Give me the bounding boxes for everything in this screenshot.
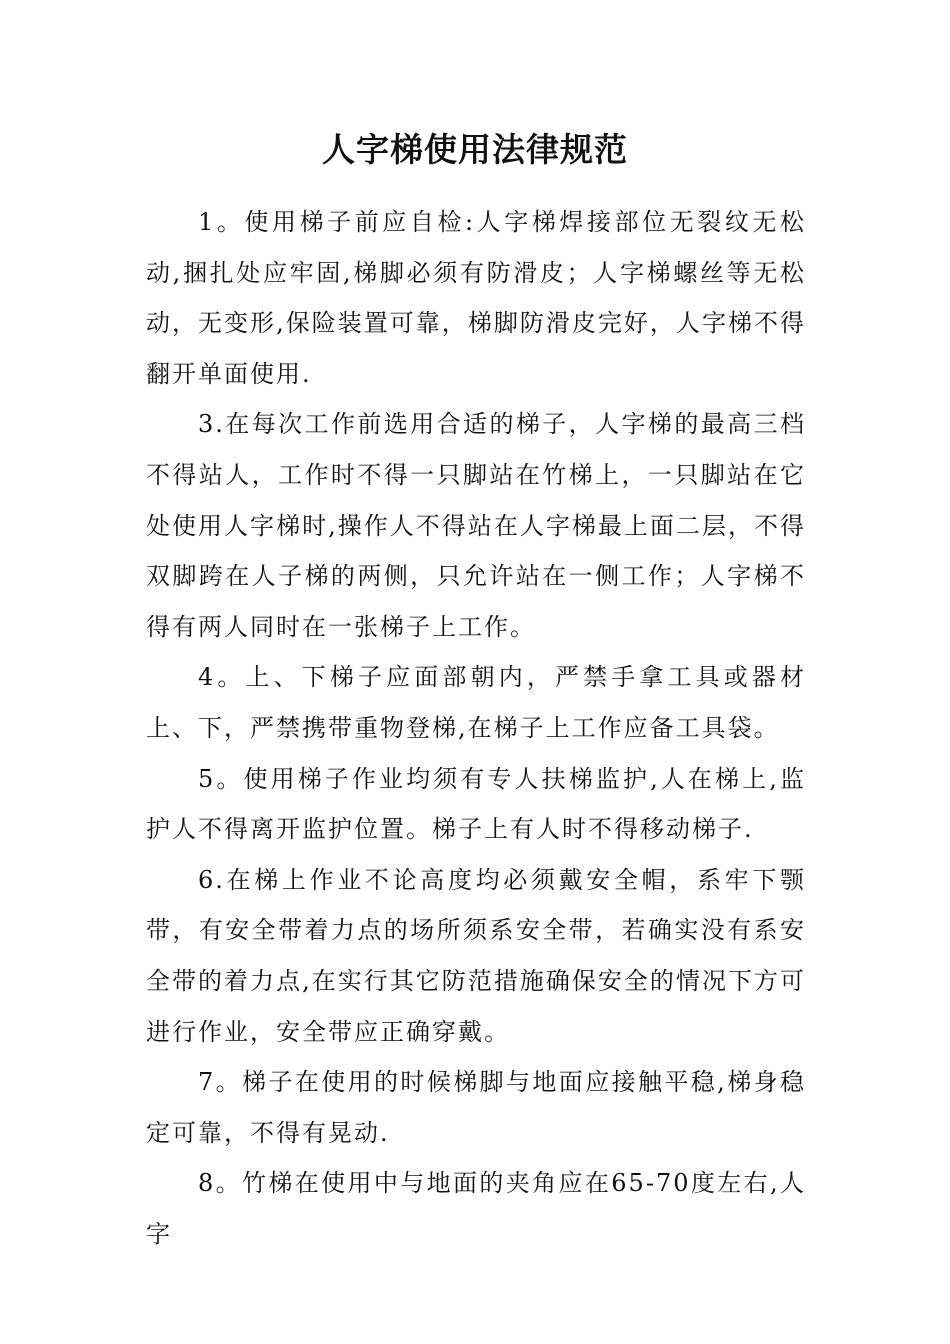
paragraph-8: 8。竹梯在使用中与地面的夹角应在65-70度左右,人字 bbox=[146, 1169, 806, 1248]
paragraph-3: 3.在每次工作前选用合适的梯子，人字梯的最高三档不得站人，工作时不得一只脚站在竹梯上，一只脚站在它处使用人字梯时,操作人不得站在人字梯最上面二层，不得双脚跨在人子梯的两侧，只允许站在一侧工作；人字梯不得有两人同时在一张梯子上工作。 bbox=[146, 410, 806, 641]
paragraph-1: 1。使用梯子前应自检:人字梯焊接部位无裂纹无松动,捆扎处应牢固,梯脚必须有防滑皮；人字梯螺丝等无松动，无变形,保险装置可靠，梯脚防滑皮完好，人字梯不得翻开单面使用. bbox=[146, 208, 806, 388]
document-title: 人字梯使用法律规范 bbox=[322, 130, 628, 169]
document-body bbox=[146, 197, 806, 1259]
paragraph-4: 4。上、下梯子应面部朝内，严禁手拿工具或器材上、下，严禁携带重物登梯,在梯子上工作应备工具袋。 bbox=[146, 663, 806, 742]
paragraph-7: 7。梯子在使用的时候梯脚与地面应接触平稳,梯身稳定可靠，不得有晃动. bbox=[146, 1068, 806, 1147]
paragraph-6: 6.在梯上作业不论高度均必须戴安全帽，系牢下颚带，有安全带着力点的场所须系安全带，若确实没有系安全带的着力点,在实行其它防范措施确保安全的情况下方可进行作业，安全带应正确穿戴。 bbox=[146, 865, 806, 1046]
paragraph-5: 5。使用梯子作业均须有专人扶梯监护,人在梯上,监护人不得离开监护位置。梯子上有人时不得移动梯子. bbox=[146, 764, 806, 844]
